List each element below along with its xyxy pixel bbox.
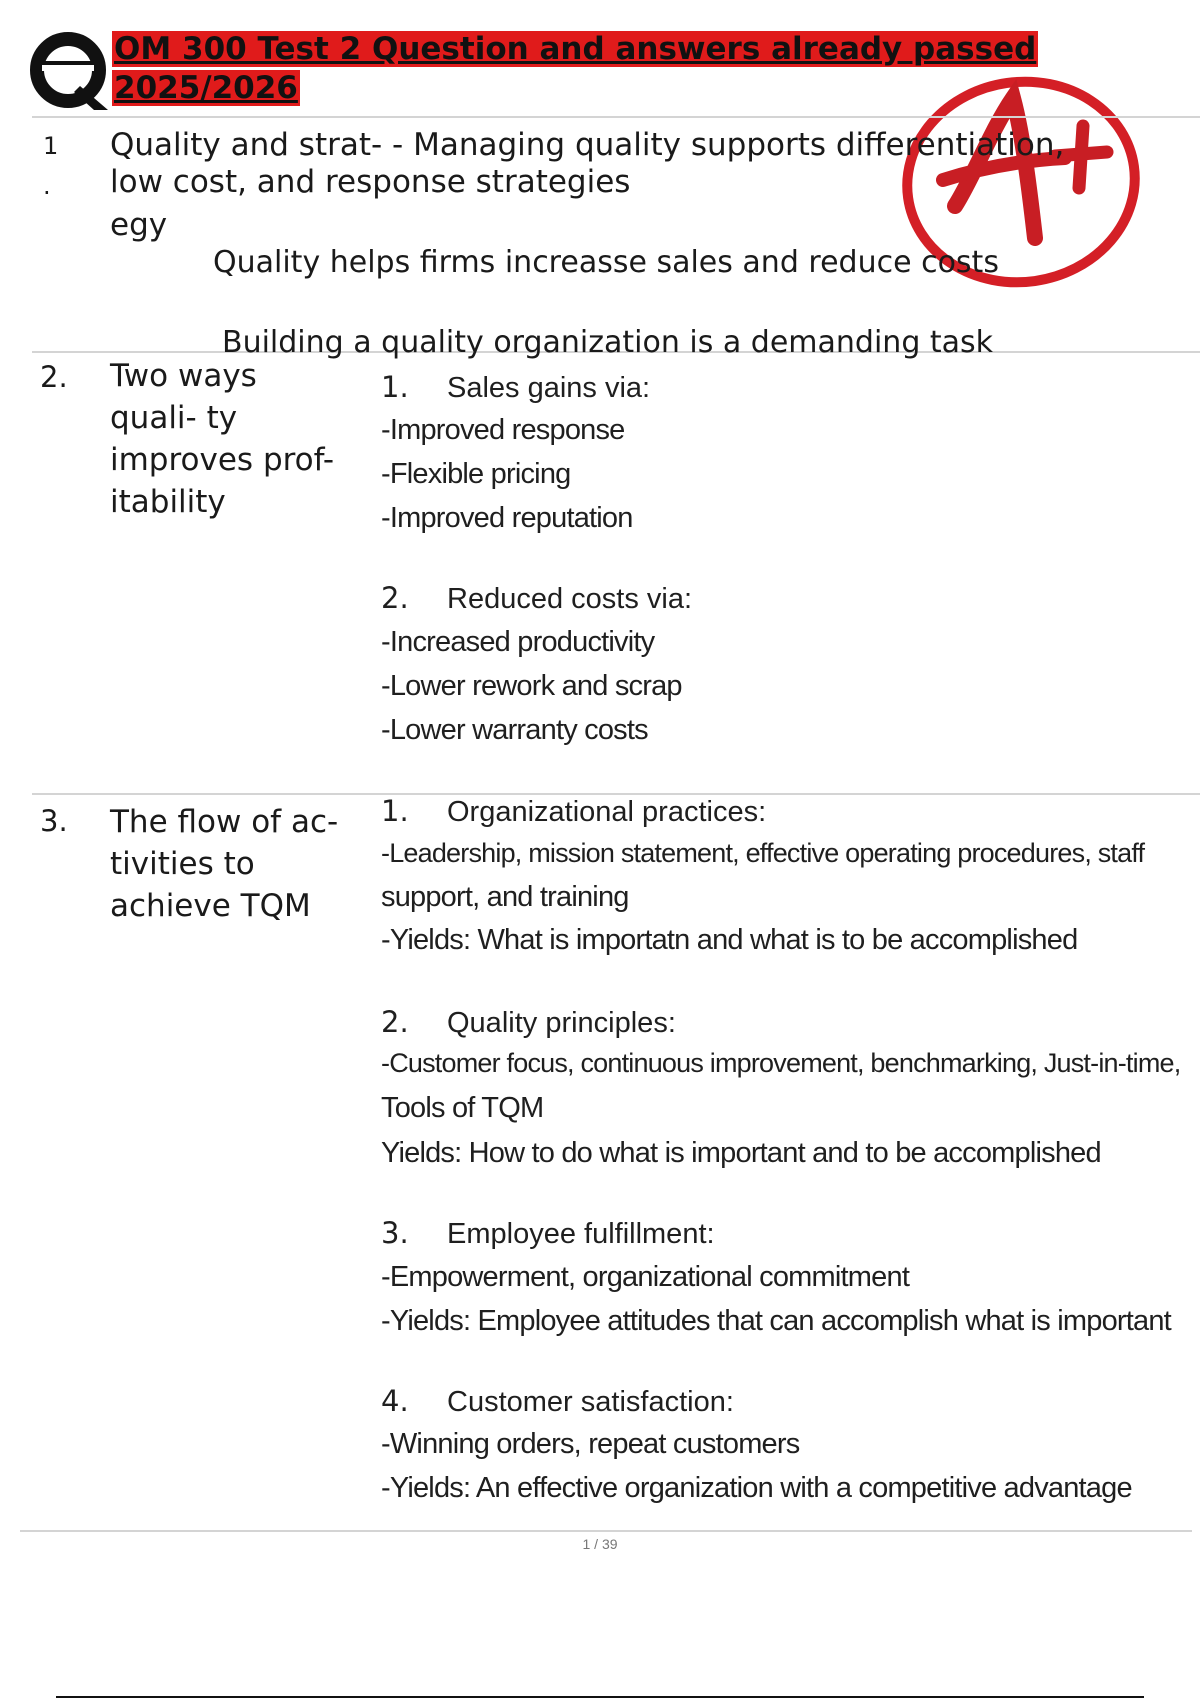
answer-heading-text: Reduced costs via: bbox=[447, 583, 693, 615]
question-1-number-dot: . bbox=[43, 172, 51, 200]
question-3-term-line: The flow of ac- bbox=[110, 804, 339, 840]
question-1-answer-line: Building a quality organization is a demanding task bbox=[222, 325, 994, 360]
q-logo-icon bbox=[28, 30, 112, 112]
divider-top bbox=[32, 116, 1200, 118]
question-1-term-line: Quality and strat- - Managing quality supports differentiation, bbox=[110, 127, 1065, 163]
question-1-term-line: low cost, and response strategies bbox=[110, 164, 631, 200]
answer-heading bbox=[381, 370, 650, 405]
page-bottom-rule bbox=[56, 1696, 1144, 1698]
answer-line: -Winning orders, repeat customers bbox=[381, 1428, 800, 1460]
answer-line: -Improved response bbox=[381, 414, 625, 446]
answer-heading-number: 1. bbox=[381, 370, 409, 404]
title-line-1: OM 300 Test 2 Question and answers already passed bbox=[114, 31, 1037, 67]
answer-heading bbox=[381, 581, 692, 616]
question-1-term-line: egy bbox=[110, 207, 168, 243]
answer-line: -Leadership, mission statement, effective operating procedures, staff bbox=[381, 838, 1145, 868]
answer-heading-number: 3. bbox=[381, 1216, 409, 1250]
answer-line: Yields: How to do what is important and to be accomplished bbox=[381, 1137, 1101, 1169]
answer-heading bbox=[381, 1216, 715, 1251]
answer-line: -Yields: An effective organization with a competitive advantage bbox=[381, 1472, 1132, 1504]
answer-heading bbox=[381, 1005, 676, 1040]
answer-line: -Yields: Employee attitudes that can accomplish what is important bbox=[381, 1305, 1171, 1337]
question-3-term-line: tivities to bbox=[110, 846, 255, 882]
answer-line: Tools of TQM bbox=[381, 1092, 544, 1124]
answer-heading bbox=[381, 1384, 734, 1419]
answer-line: -Improved reputation bbox=[381, 502, 633, 534]
answer-heading-text: Employee fulfillment: bbox=[447, 1218, 715, 1250]
question-2-term-line: improves prof- bbox=[110, 442, 335, 478]
answer-line: -Increased productivity bbox=[381, 626, 655, 658]
question-2-number: 2. bbox=[40, 360, 68, 394]
answer-heading-number: 4. bbox=[381, 1384, 409, 1418]
question-3-term-line: achieve TQM bbox=[110, 888, 311, 924]
answer-line: -Yields: What is importatn and what is to be accomplished bbox=[381, 924, 1078, 956]
answer-line: -Flexible pricing bbox=[381, 458, 571, 490]
answer-line: -Lower rework and scrap bbox=[381, 670, 682, 702]
question-1-answer-line: Quality helps firms increasse sales and reduce costs bbox=[213, 245, 999, 280]
answer-line: -Customer focus, continuous improvement, benchmarking, Just-in-time, bbox=[381, 1048, 1181, 1078]
page-number: 1 / 39 bbox=[582, 1536, 618, 1552]
answer-heading-number: 2. bbox=[381, 581, 409, 615]
question-2-term-line: Two ways bbox=[110, 358, 257, 394]
question-1-number: 1 bbox=[43, 132, 59, 160]
question-2-term-line: itability bbox=[110, 484, 226, 520]
title-line-2: 2025/2026 bbox=[114, 70, 298, 106]
answer-line: -Lower warranty costs bbox=[381, 714, 648, 746]
answer-heading-text: Quality principles: bbox=[447, 1007, 676, 1039]
answer-heading bbox=[381, 794, 766, 829]
answer-heading-number: 1. bbox=[381, 794, 409, 828]
answer-heading-text: Organizational practices: bbox=[447, 796, 767, 828]
question-2-term-line: quali- ty bbox=[110, 400, 238, 436]
answer-line: -Empowerment, organizational commitment bbox=[381, 1261, 910, 1293]
divider-q3 bbox=[20, 1530, 1192, 1532]
question-3-number: 3. bbox=[40, 804, 68, 838]
answer-heading-text: Sales gains via: bbox=[447, 372, 651, 404]
answer-heading-number: 2. bbox=[381, 1005, 409, 1039]
answer-heading-text: Customer satisfaction: bbox=[447, 1386, 734, 1418]
answer-line: support, and training bbox=[381, 881, 629, 913]
